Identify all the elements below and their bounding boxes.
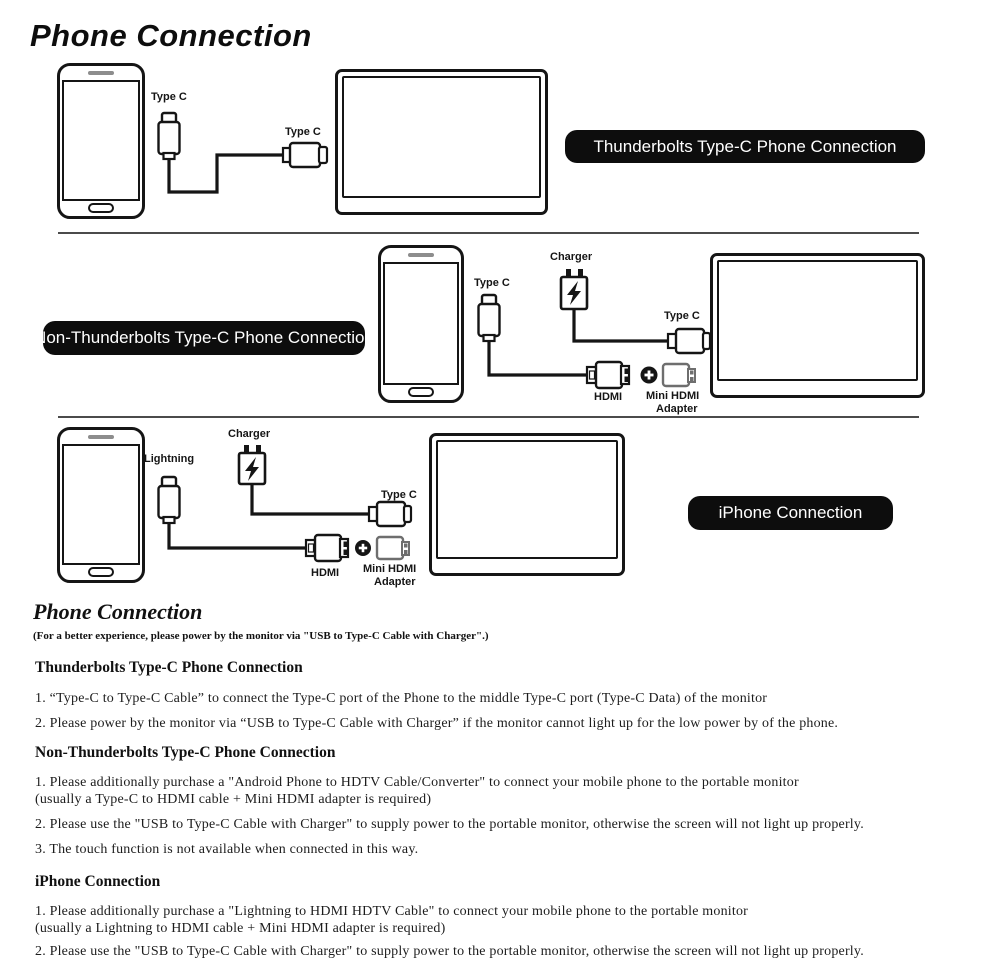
type-c-connector-icon bbox=[668, 329, 710, 353]
phone-screen bbox=[62, 80, 140, 201]
type-c-connector-icon bbox=[479, 295, 500, 341]
phone-speaker bbox=[88, 435, 114, 439]
type-c-to-type-c-cable bbox=[159, 113, 328, 192]
type-c-label: Type C bbox=[664, 310, 700, 322]
phone-illustration bbox=[57, 63, 145, 219]
mini-hdmi-label: Mini HDMI bbox=[646, 390, 700, 402]
phone-screen bbox=[62, 444, 140, 565]
type-c-label: Type C bbox=[474, 277, 510, 289]
mini-hdmi-adapter-icon bbox=[663, 364, 695, 386]
plus-icon bbox=[641, 367, 658, 384]
mini-hdmi-adapter-icon bbox=[377, 537, 409, 559]
section-badge-thunderbolts: Thunderbolts Type-C Phone Connection bbox=[565, 130, 925, 163]
instruction-item-sub: (usually a Lightning to HDMI cable + Mini HDMI adapter is required) bbox=[35, 921, 446, 936]
type-c-label: Type C bbox=[151, 91, 187, 103]
mini-hdmi-adapter-label: Adapter bbox=[656, 403, 698, 415]
instruction-item: 1. Please additionally purchase a "Lightning to HDMI HDTV Cable" to connect your mobile phone to the portable monitor bbox=[35, 904, 749, 919]
lightning-to-hdmi-cable bbox=[159, 477, 349, 561]
phone-home-button bbox=[88, 567, 114, 577]
phone-speaker bbox=[408, 253, 434, 257]
phone-to-hdmi-cable bbox=[479, 295, 630, 388]
phone-speaker bbox=[88, 71, 114, 75]
charger-icon bbox=[561, 269, 587, 309]
charger-icon bbox=[239, 445, 265, 484]
hdmi-connector-icon bbox=[587, 362, 629, 388]
mini-hdmi-adapter-label: Adapter bbox=[374, 576, 416, 588]
section-title-thunderbolts: Thunderbolts Type-C Phone Connection bbox=[35, 659, 303, 676]
plus-icon bbox=[355, 540, 371, 556]
instruction-item: 2. Please use the "USB to Type-C Cable with Charger" to supply power to the portable monitor, otherwise the screen will not light up properly. bbox=[35, 944, 864, 959]
section-badge-non-thunderbolts: Non-Thunderbolts Type-C Phone Connection bbox=[43, 321, 365, 355]
section-badge-iphone: iPhone Connection bbox=[688, 496, 893, 530]
hdmi-label: HDMI bbox=[311, 567, 340, 579]
monitor-illustration bbox=[429, 433, 625, 576]
page-title: Phone Connection bbox=[30, 18, 312, 53]
monitor-illustration bbox=[335, 69, 548, 215]
section-divider bbox=[58, 232, 919, 234]
monitor-illustration bbox=[710, 253, 925, 398]
charger-label: Charger bbox=[550, 251, 593, 263]
mini-hdmi-label: Mini HDMI bbox=[363, 563, 417, 575]
section-title-iphone: iPhone Connection bbox=[35, 873, 161, 890]
instruction-item-sub: (usually a Type-C to HDMI cable + Mini HDMI adapter is required) bbox=[35, 792, 432, 807]
phone-screen bbox=[383, 262, 459, 385]
hdmi-label: HDMI bbox=[594, 391, 623, 403]
phone-illustration bbox=[378, 245, 464, 403]
charger-label: Charger bbox=[228, 428, 271, 440]
instructions-note: (For a better experience, please power by the monitor via "USB to Type-C Cable with Charger".) bbox=[33, 630, 489, 642]
monitor-screen bbox=[436, 440, 618, 559]
section-title-non-thunderbolts: Non-Thunderbolts Type-C Phone Connection bbox=[35, 744, 336, 761]
type-c-connector-icon bbox=[369, 502, 411, 526]
instruction-item: 1. Please additionally purchase a "Android Phone to HDTV Cable/Converter" to connect your mobile phone to the portable monitor bbox=[35, 775, 799, 790]
lightning-label: Lightning bbox=[144, 453, 195, 465]
type-c-connector-icon bbox=[283, 143, 327, 167]
instruction-item: 1. “Type-C to Type-C Cable” to connect the Type-C port of the Phone to the middle Type-C port (Type-C Data) of the monitor bbox=[35, 691, 768, 706]
type-c-connector-icon bbox=[159, 113, 180, 159]
instruction-item: 3. The touch function is not available when connected in this way. bbox=[35, 842, 419, 857]
phone-illustration bbox=[57, 427, 145, 583]
section-divider bbox=[58, 416, 919, 418]
phone-home-button bbox=[88, 203, 114, 213]
instruction-item: 2. Please use the "USB to Type-C Cable with Charger" to supply power to the portable monitor, otherwise the screen will not light up properly. bbox=[35, 817, 864, 832]
lightning-connector-icon bbox=[159, 477, 180, 523]
instruction-item: 2. Please power by the monitor via “USB to Type-C Cable with Charger” if the monitor cannot light up for the low power by of the phone. bbox=[35, 716, 839, 731]
type-c-label: Type C bbox=[285, 126, 321, 138]
instructions-heading: Phone Connection bbox=[33, 599, 203, 624]
monitor-screen bbox=[717, 260, 918, 381]
hdmi-connector-icon bbox=[306, 535, 348, 561]
monitor-screen bbox=[342, 76, 541, 198]
type-c-label: Type C bbox=[381, 489, 417, 501]
phone-home-button bbox=[408, 387, 434, 397]
